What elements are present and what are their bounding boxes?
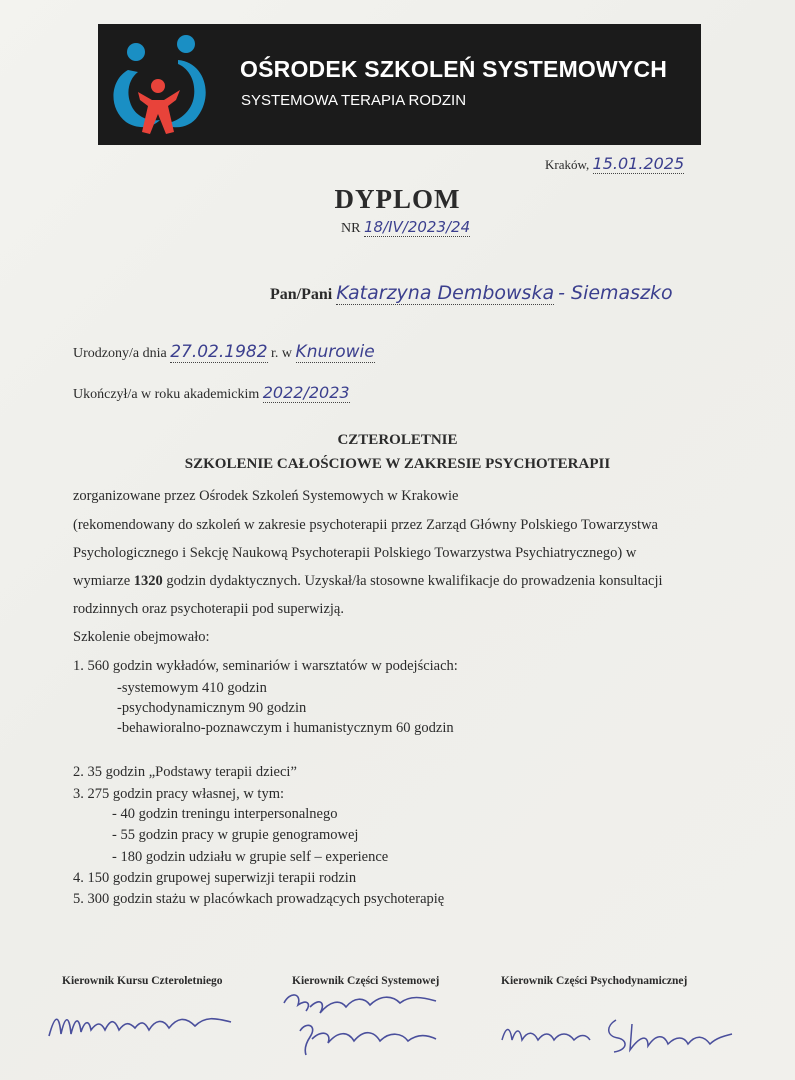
signature-label-psychodynamic: Kierownik Części Psychodynamicznej — [501, 975, 688, 987]
signature-label-systemic: Kierownik Części Systemowej — [292, 975, 440, 987]
program-item-2: 2. 35 godzin „Podstawy terapii dzieci” — [73, 764, 297, 780]
program-item-3-sub: - 180 godzin udziału w grupie self – experience — [112, 849, 389, 865]
birth-year-suffix: r. w — [271, 346, 293, 361]
signature-course-head — [45, 1000, 245, 1050]
place-date — [545, 154, 684, 173]
birth-label: Urodzony/a dnia — [73, 346, 167, 361]
birth-place: Knurowie — [295, 342, 375, 362]
program-item-1: 1. 560 godzin wykładów, seminariów i warsztatów w podejściach: — [73, 658, 458, 674]
number-label: NR — [341, 221, 361, 236]
academic-year-value: 2022/2023 — [262, 383, 350, 402]
signature-psychodynamic-head — [498, 1010, 738, 1060]
course-title-line2: SZKOLENIE CAŁOŚCIOWE W ZAKRESIE PSYCHOTERAPII — [184, 456, 611, 472]
description-line1: zorganizowane przez Ośrodek Szkoleń Systemowych w Krakowie — [73, 488, 459, 504]
course-title-line1: CZTEROLETNIE — [337, 432, 458, 448]
org-name: OŚRODEK SZKOLEŃ SYSTEMOWYCH — [240, 56, 668, 82]
org-subtitle: SYSTEMOWA TERAPIA RODZIN — [241, 92, 467, 109]
academic-year-label: Ukończył/a w roku akademickim — [73, 387, 260, 402]
signature-systemic-head — [276, 985, 446, 1065]
issue-date: 15.01.2025 — [592, 154, 685, 173]
description-line4 — [73, 573, 663, 590]
number-value: 18/IV/2023/24 — [363, 218, 471, 236]
program-item-1-sub: -behawioralno-poznawczym i humanistycznym 60 godzin — [117, 720, 454, 736]
academic-year-line — [73, 383, 350, 403]
diploma-title: DYPLOM — [334, 184, 461, 214]
program-item-5: 5. 300 godzin stażu w placówkach prowadzących psychoterapię — [73, 891, 445, 907]
description-line3: Psychologicznego i Sekcję Naukową Psychoterapii Polskiego Towarzystwa Psychiatrycznego) w — [73, 545, 637, 561]
description-line2: (rekomendowany do szkoleń w zakresie psychoterapii przez Zarząd Główny Polskiego Towarzystwa — [73, 517, 658, 533]
recipient-label: Pan/Pani — [270, 286, 333, 303]
header-banner — [98, 24, 701, 145]
diploma-number — [341, 218, 470, 237]
program-item-1-sub: -systemowym 410 godzin — [117, 680, 267, 696]
total-hours: 1320 — [133, 573, 163, 589]
place-label: Kraków, — [545, 157, 590, 172]
description-line4-prefix: wymiarze — [73, 573, 131, 589]
program-item-3: 3. 275 godzin pracy własnej, w tym: — [73, 786, 285, 802]
family-logo-icon — [108, 30, 212, 140]
recipient-name: Katarzyna Dembowska — [336, 282, 555, 304]
description-line4-suffix: godzin dydaktycznych. Uzyskał/ła stosowne kwalifikacje do prowadzenia konsultacji — [166, 573, 663, 589]
program-intro: Szkolenie obejmowało: — [73, 629, 210, 645]
description-line5: rodzinnych oraz psychoterapii pod superwizją. — [73, 601, 344, 617]
birth-line — [73, 342, 375, 362]
recipient-line — [270, 282, 673, 304]
program-item-3-sub: - 40 godzin treningu interpersonalnego — [112, 806, 338, 822]
program-item-4: 4. 150 godzin grupowej superwizji terapii rodzin — [73, 870, 357, 886]
program-item-1-sub: -psychodynamicznym 90 godzin — [117, 700, 307, 716]
program-item-3-sub: - 55 godzin pracy w grupie genogramowej — [112, 827, 359, 843]
signature-label-course: Kierownik Kursu Czteroletniego — [62, 975, 223, 987]
recipient-name-suffix: - Siemaszko — [558, 282, 673, 304]
birth-date: 27.02.1982 — [170, 342, 268, 362]
